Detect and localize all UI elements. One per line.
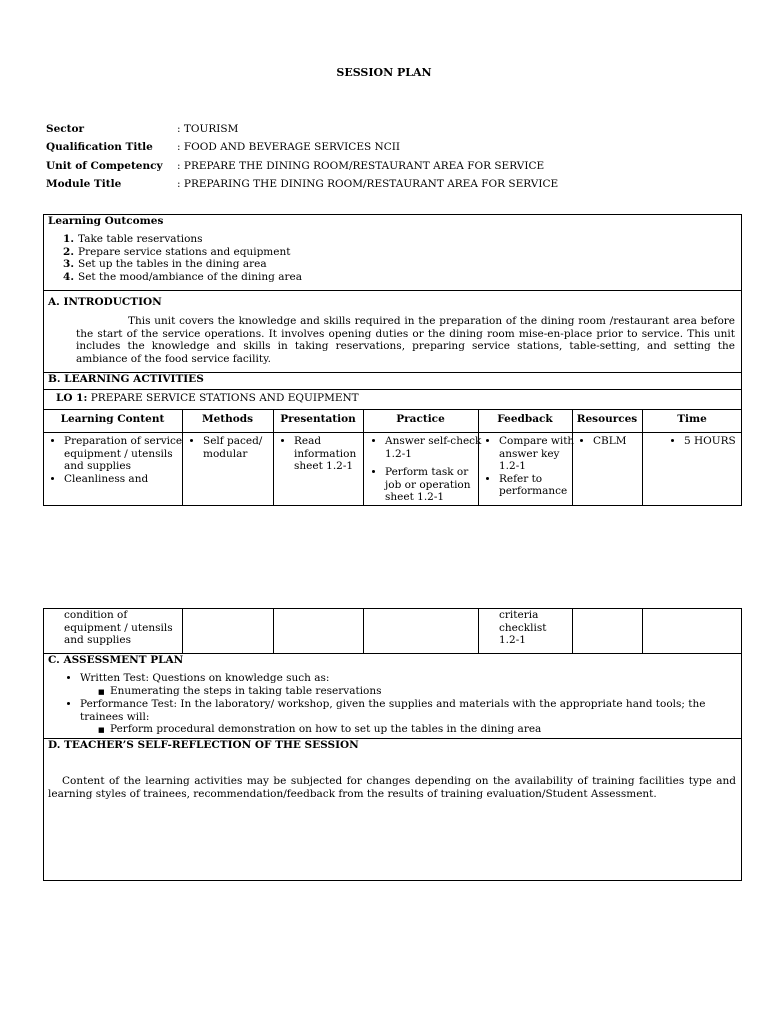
assessment-list — [68, 672, 732, 737]
list-item: • Cleanliness and — [64, 473, 186, 486]
cell-time — [672, 435, 752, 448]
list-item: • 5 HOURS — [684, 435, 752, 448]
lo-label: LO 1: — [56, 392, 88, 404]
col-divider — [182, 608, 183, 653]
learning-outcomes-heading: Learning Outcomes — [48, 215, 164, 227]
list-item: 4. Set the mood/ambiance of the dining area — [63, 270, 302, 283]
page-title: SESSION PLAN — [336, 66, 432, 79]
cell-feedback — [487, 435, 581, 498]
cell-content-continued: condition of equipment / utensils and supplies — [64, 609, 173, 646]
meta-value: : PREPARE THE DINING ROOM/RESTAURANT AREA FOR SERVICE — [177, 160, 545, 172]
square-bullet-icon: ■ — [98, 726, 105, 734]
list-item: • CBLM — [593, 435, 651, 448]
assessment-heading: C. ASSESSMENT PLAN — [48, 654, 184, 666]
meta-value: : TOURISM — [177, 123, 239, 135]
col-header-content: Learning Content — [60, 413, 165, 425]
col-divider — [642, 608, 643, 653]
divider — [43, 409, 742, 410]
reflection-text: Content of the learning activities may be subjected for changes depending on the availability of training facilities type and learning styles of trainees, recommendation/feedback from the results of training evaluation/Student Assessment. — [48, 775, 736, 800]
meta-value: : PREPARING THE DINING ROOM/RESTAURANT AREA FOR SERVICE — [177, 178, 559, 190]
list-item: • Compare with answer key 1.2-1 — [499, 435, 581, 473]
cell-content — [52, 435, 186, 485]
list-item: • Written Test: Questions on knowledge such as: ■ Enumerating the steps in taking table reservations — [80, 672, 732, 698]
lo-title: PREPARE SERVICE STATIONS AND EQUIPMENT — [90, 392, 359, 404]
list-item: • Read information sheet 1.2-1 — [294, 435, 366, 473]
col-header-practice: Practice — [396, 413, 445, 425]
divider — [43, 290, 742, 291]
cell-methods — [191, 435, 281, 460]
meta-label: Unit of Competency — [46, 160, 163, 172]
list-item: • Perform task or job or operation sheet 1.2-1 — [385, 466, 485, 504]
list-item: • Refer to performance — [499, 473, 581, 498]
meta-label: Qualification Title — [46, 141, 153, 153]
col-header-presentation: Presentation — [280, 413, 356, 425]
col-divider — [478, 608, 479, 653]
list-item: 3. Set up the tables in the dining area — [63, 258, 267, 270]
col-header-methods: Methods — [201, 413, 254, 425]
col-header-resources: Resources — [576, 413, 638, 425]
divider — [43, 432, 742, 433]
introduction-heading: A. INTRODUCTION — [48, 296, 162, 308]
cell-resources — [581, 435, 651, 448]
col-divider — [273, 608, 274, 653]
learning-outcomes-list — [58, 233, 302, 283]
cell-feedback-continued: criteria checklist 1.2-1 — [499, 609, 547, 646]
meta-value: : FOOD AND BEVERAGE SERVICES NCII — [177, 141, 401, 153]
cell-practice — [373, 435, 485, 504]
col-header-feedback: Feedback — [497, 413, 553, 425]
divider — [43, 389, 742, 390]
list-item: 2. Prepare service stations and equipment — [63, 245, 291, 258]
col-divider — [363, 608, 364, 653]
col-divider — [572, 608, 573, 653]
list-item: 1. Take table reservations — [63, 233, 203, 245]
lo-row — [56, 392, 359, 404]
square-bullet-icon: ■ — [98, 687, 105, 696]
learning-activities-heading: B. LEARNING ACTIVITIES — [48, 373, 204, 385]
introduction-text: This unit covers the knowledge and skills required in the preparation of the dining room /restaurant area before the start of the service operations. It involves opening duties or the dining room mise-en-place prior to service. This unit includes the knowledge and skills in taking reservations, preparing service stations, table-setting, and setting the ambiance of the food service facility. — [76, 315, 735, 365]
meta-label: Sector — [46, 123, 85, 135]
list-item: • Self paced/ modular — [203, 435, 281, 460]
cell-presentation — [282, 435, 366, 473]
list-item: • Performance Test: In the laboratory/ workshop, given the supplies and materials with the appropriate hand tools; the trainees will: ■ Perform procedural demonstration on how to set up the tables in the dining area — [80, 698, 732, 737]
meta-label: Module Title — [46, 178, 122, 190]
list-item: • Preparation of service equipment / utensils and supplies — [64, 435, 186, 473]
reflection-heading: D. TEACHER’S SELF-REFLECTION OF THE SESSION — [48, 739, 359, 751]
col-header-time: Time — [677, 413, 707, 425]
list-item: • Answer self-check 1.2-1 — [385, 435, 485, 460]
